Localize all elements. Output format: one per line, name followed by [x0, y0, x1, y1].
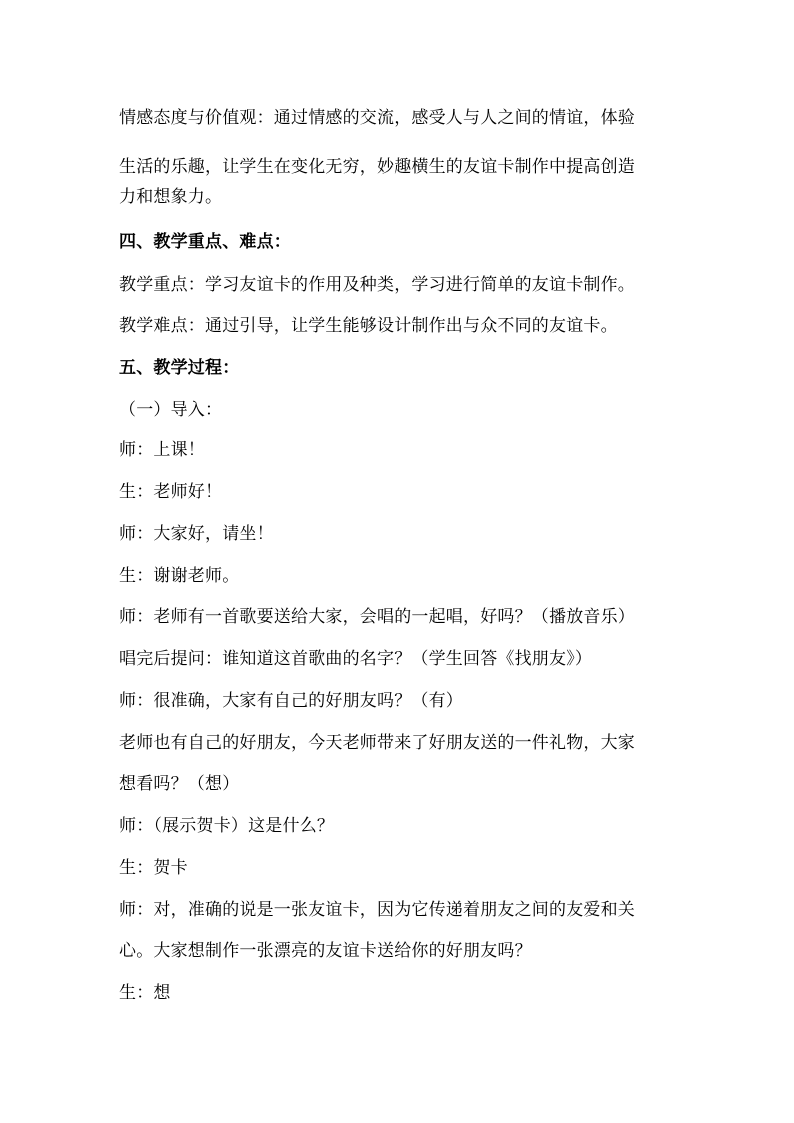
dialogue-line: 师：很准确，大家有自己的好朋友吗？（有）	[119, 691, 463, 711]
dialogue-line: 生：贺卡	[119, 858, 188, 878]
section-heading: 四、教学重点、难点：	[119, 232, 291, 252]
dialogue-line: 生：谢谢老师。	[119, 566, 240, 586]
dialogue-line: 老师也有自己的好朋友，今天老师带来了好朋友送的一件礼物，大家	[119, 733, 635, 753]
dialogue-line: 师：大家好，请坐！	[119, 524, 274, 544]
section-heading: 五、教学过程：	[119, 358, 240, 378]
dialogue-line: 师：对，准确的说是一张友谊卡，因为它传递着朋友之间的友爱和关	[119, 900, 635, 920]
dialogue-line: 生：老师好！	[119, 482, 223, 502]
paragraph-line: 教学难点：通过引导，让学生能够设计制作出与众不同的友谊卡。	[119, 316, 618, 336]
dialogue-line: 师：（展示贺卡）这是什么？	[119, 816, 335, 836]
paragraph-line: 教学重点：学习友谊卡的作用及种类，学习进行简单的友谊卡制作。	[119, 275, 635, 295]
paragraph-line: 生活的乐趣，让学生在变化无穷，妙趣横生的友谊卡制作中提高创造	[119, 157, 635, 177]
subsection-heading: （一）导入：	[119, 400, 223, 420]
dialogue-line: 想看吗？（想）	[119, 774, 240, 794]
dialogue-line: 师：老师有一首歌要送给大家，会唱的一起唱，好吗？（播放音乐）	[119, 607, 635, 627]
dialogue-line: 唱完后提问：谁知道这首歌曲的名字？（学生回答《找朋友》）	[119, 649, 593, 669]
dialogue-line: 生：想	[119, 983, 171, 1003]
dialogue-line: 师：上课！	[119, 440, 205, 460]
paragraph-line: 情感态度与价值观：通过情感的交流，感受人与人之间的情谊，体验	[119, 108, 635, 128]
paragraph-line: 力和想象力。	[119, 187, 223, 207]
dialogue-line: 心。大家想制作一张漂亮的友谊卡送给你的好朋友吗？	[119, 941, 532, 961]
